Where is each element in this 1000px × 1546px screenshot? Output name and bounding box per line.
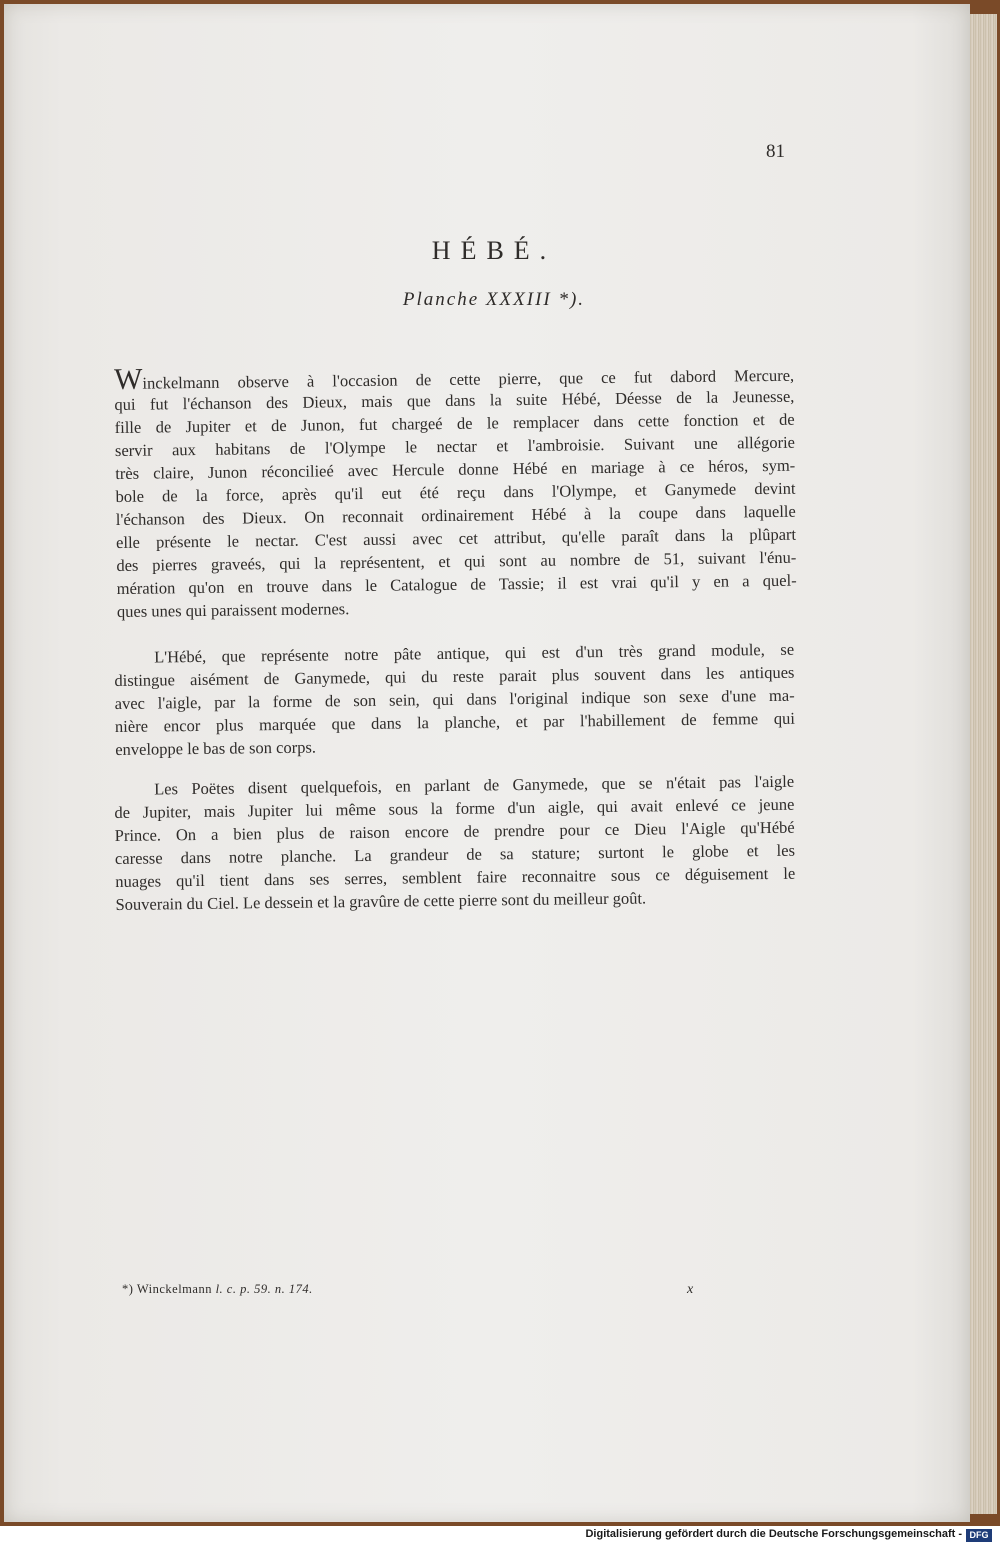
text-line: L'Hébé, que représente notre pâte antique, qui est d'un très grand module, se — [154, 639, 795, 667]
text-line: Les Poëtes disent quelquefois, en parlant de Ganymede, que se n'était pas l'aigle — [154, 771, 795, 799]
text-line: ques unes qui paraissent modernes. — [116, 599, 350, 621]
paragraph-1 — [114, 362, 797, 623]
text-line: Prince. On a bien plus de raison encore de prendre pour ce Dieu l'Aigle qu'Hébé — [114, 817, 795, 845]
text-line: enveloppe le bas de son corps. — [115, 737, 317, 759]
footnote — [122, 1282, 313, 1297]
footnote-marker: *) — [122, 1282, 134, 1296]
book-page — [4, 4, 970, 1522]
text-line: très claire, Junon réconcilieé avec Hercule donne Hébé en mariage à ce héros, sym- — [115, 455, 796, 483]
text-line: Souverain du Ciel. Le dessein et la gravûre de cette pierre sont du meilleur goût. — [115, 888, 647, 914]
text-line: bole de la force, après qu'il eut été reçu dans l'Olympe, et Ganymede devint — [115, 478, 796, 506]
footnote-reference: l. c. p. 59. n. 174. — [215, 1282, 313, 1296]
dfg-logo-icon: DFG — [966, 1529, 992, 1542]
text-line: elle présente le nectar. C'est aussi avec cet attribut, qu'elle paraît dans la plûpart — [115, 524, 797, 552]
text-line: caresse dans notre planche. La grandeur de sa stature; surtont le globe et les — [114, 840, 796, 868]
text-line: mération qu'on en trouve dans le Catalogue de Tassie; il est vrai qu'il y en a quel- — [116, 570, 797, 598]
line-text: inckelmann observe à l'occasion de cette pierre, que ce fut dabord Mercure, — [142, 365, 795, 393]
text-line: distingue aisément de Ganymede, qui du reste parait plus souvent dans les antiques — [114, 662, 795, 690]
paragraph-3 — [114, 770, 796, 916]
text-line: qui fut l'échanson des Dieux, mais que dans la suite Hébé, Déesse de la Jeunesse, — [114, 386, 795, 414]
text-line: fille de Jupiter et de Junon, fut chargeé de le remplacer dans cette fonction et de — [114, 409, 795, 437]
text-line: nuages qu'il tient dans ses serres, semblent faire reconnaitre sous ce déguisement le — [115, 863, 796, 891]
drop-cap: W — [113, 362, 143, 396]
text-line: des pierres graveés, qui la représentent, et qui sont au nombre de 51, suivant l'énu- — [116, 547, 797, 575]
signature-mark: x — [687, 1282, 694, 1297]
text-line: nière encor plus marquée que dans la planche, et par l'habillement de femme qui — [114, 708, 796, 736]
paragraph-2 — [114, 638, 795, 761]
text-line: de Jupiter, mais Jupiter lui même sous la forme d'un aigle, qui avait enlevé ce jeune — [114, 794, 795, 822]
text-line: servir aux habitans de l'Olympe le nectar et l'ambroisie. Suivant une allégorie — [114, 432, 796, 460]
page-number: 81 — [766, 141, 785, 162]
page-title: HÉBÉ. — [431, 236, 557, 265]
plate-subtitle: Planche XXXIII *). — [402, 289, 586, 310]
text-line: avec l'aigle, par la forme de son sein, qui dans l'original indique son sexe d'une ma- — [114, 685, 795, 713]
footnote-author: Winckelmann — [136, 1282, 212, 1296]
text-line: l'échanson des Dieux. On reconnait ordinairement Hébé à la coupe dans laquelle — [115, 501, 796, 529]
footer-credit: Digitalisierung gefördert durch die Deutsche Forschungsgemeinschaft - — [585, 1528, 962, 1540]
